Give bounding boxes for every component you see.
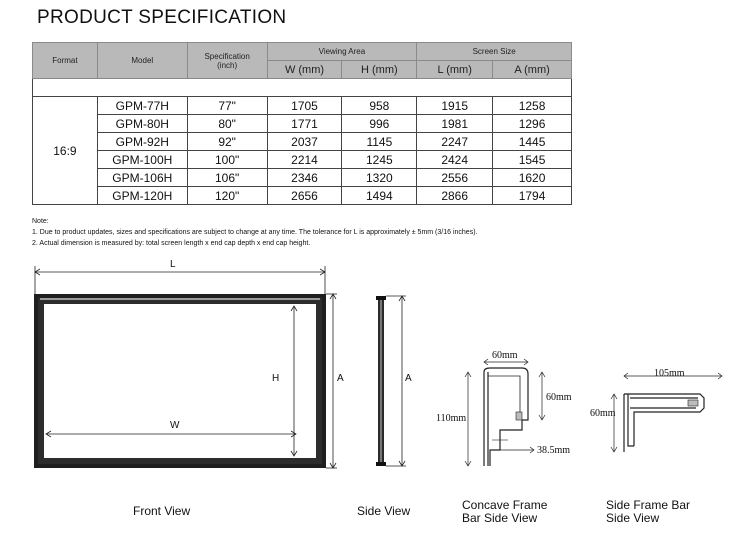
- l-cell: 2424: [417, 151, 493, 169]
- a-cell: 1296: [493, 115, 572, 133]
- l-cell: 2556: [417, 169, 493, 187]
- header-a: A (mm): [493, 61, 572, 79]
- front-view-frame: [34, 294, 326, 468]
- side-frame-profile: [624, 394, 704, 452]
- a-cell: 1545: [493, 151, 572, 169]
- spec-cell: 80": [187, 115, 267, 133]
- l-cell: 1981: [417, 115, 493, 133]
- front-w-label: W: [170, 420, 180, 431]
- header-l: L (mm): [417, 61, 493, 79]
- a-cell: 1620: [493, 169, 572, 187]
- l-cell: 2866: [417, 187, 493, 205]
- spec-cell: 100": [187, 151, 267, 169]
- page-title: PRODUCT SPECIFICATION: [37, 7, 287, 28]
- front-a-label: A: [337, 373, 344, 384]
- concave-dim-right: 60mm: [546, 392, 572, 403]
- concave-dim-left: 110mm: [436, 413, 467, 424]
- side-a-label: A: [405, 373, 412, 384]
- l-cell: 2247: [417, 133, 493, 151]
- w-cell: 2656: [267, 187, 342, 205]
- note-line-2: 2. Actual dimension is measured by: total screen length x end cap depth x end cap height.: [32, 240, 311, 247]
- note-line-1: 1. Due to product updates, sizes and specifications are subject to change at any time. The tolerance for L is approximately ± 5mm (3/16 inches).: [32, 229, 478, 236]
- front-view-caption: Front View: [133, 504, 191, 518]
- concave-dim-bottom: 38.5mm: [537, 445, 571, 456]
- concave-dim-top: 60mm: [492, 350, 518, 361]
- model-cell: GPM-120H: [97, 187, 187, 205]
- h-cell: 996: [342, 115, 417, 133]
- h-cell: 958: [342, 97, 417, 115]
- side-view-caption: Side View: [357, 504, 411, 518]
- h-cell: 1245: [342, 151, 417, 169]
- header-viewing-area: Viewing Area: [267, 43, 417, 61]
- front-l-dimension: [35, 266, 325, 296]
- header-screen-size: Screen Size: [417, 43, 572, 61]
- header-w: W (mm): [267, 61, 342, 79]
- h-cell: 1320: [342, 169, 417, 187]
- model-cell: GPM-77H: [97, 97, 187, 115]
- w-cell: 1705: [267, 97, 342, 115]
- spec-cell: 77": [187, 97, 267, 115]
- l-cell: 1915: [417, 97, 493, 115]
- format-cell: 16:9: [33, 97, 98, 205]
- sideframe-dim-left: 60mm: [590, 408, 616, 419]
- header-specification-unit: (inch): [217, 60, 238, 70]
- front-h-label: H: [272, 373, 280, 384]
- spec-cell: 120": [187, 187, 267, 205]
- a-cell: 1794: [493, 187, 572, 205]
- concave-caption-1: Concave Frame: [462, 498, 548, 512]
- concave-dimension-lines: [465, 359, 545, 466]
- h-cell: 1145: [342, 133, 417, 151]
- spec-cell: 92": [187, 133, 267, 151]
- model-cell: GPM-100H: [97, 151, 187, 169]
- w-cell: 1771: [267, 115, 342, 133]
- h-cell: 1494: [342, 187, 417, 205]
- spec-cell: 106": [187, 169, 267, 187]
- side-view-bar: [376, 296, 386, 466]
- sidebar-caption-2: Side View: [606, 511, 660, 525]
- front-a-dimension: [326, 294, 337, 468]
- w-cell: 2214: [267, 151, 342, 169]
- header-specification-label: Specification: [204, 51, 250, 61]
- w-cell: 2037: [267, 133, 342, 151]
- header-model: Model: [97, 43, 187, 79]
- a-cell: 1445: [493, 133, 572, 151]
- header-h: H (mm): [342, 61, 417, 79]
- header-format: Format: [33, 43, 98, 79]
- w-cell: 2346: [267, 169, 342, 187]
- note-heading: Note:: [32, 218, 49, 225]
- front-l-label: L: [170, 259, 176, 270]
- concave-frame-profile: [484, 368, 528, 466]
- model-cell: GPM-80H: [97, 115, 187, 133]
- sidebar-caption-1: Side Frame Bar: [606, 498, 691, 512]
- model-cell: GPM-92H: [97, 133, 187, 151]
- a-cell: 1258: [493, 97, 572, 115]
- sideframe-dim-top: 105mm: [654, 368, 685, 379]
- side-a-dimension: [386, 296, 406, 466]
- model-cell: GPM-106H: [97, 169, 187, 187]
- concave-caption-2: Bar Side View: [462, 511, 538, 525]
